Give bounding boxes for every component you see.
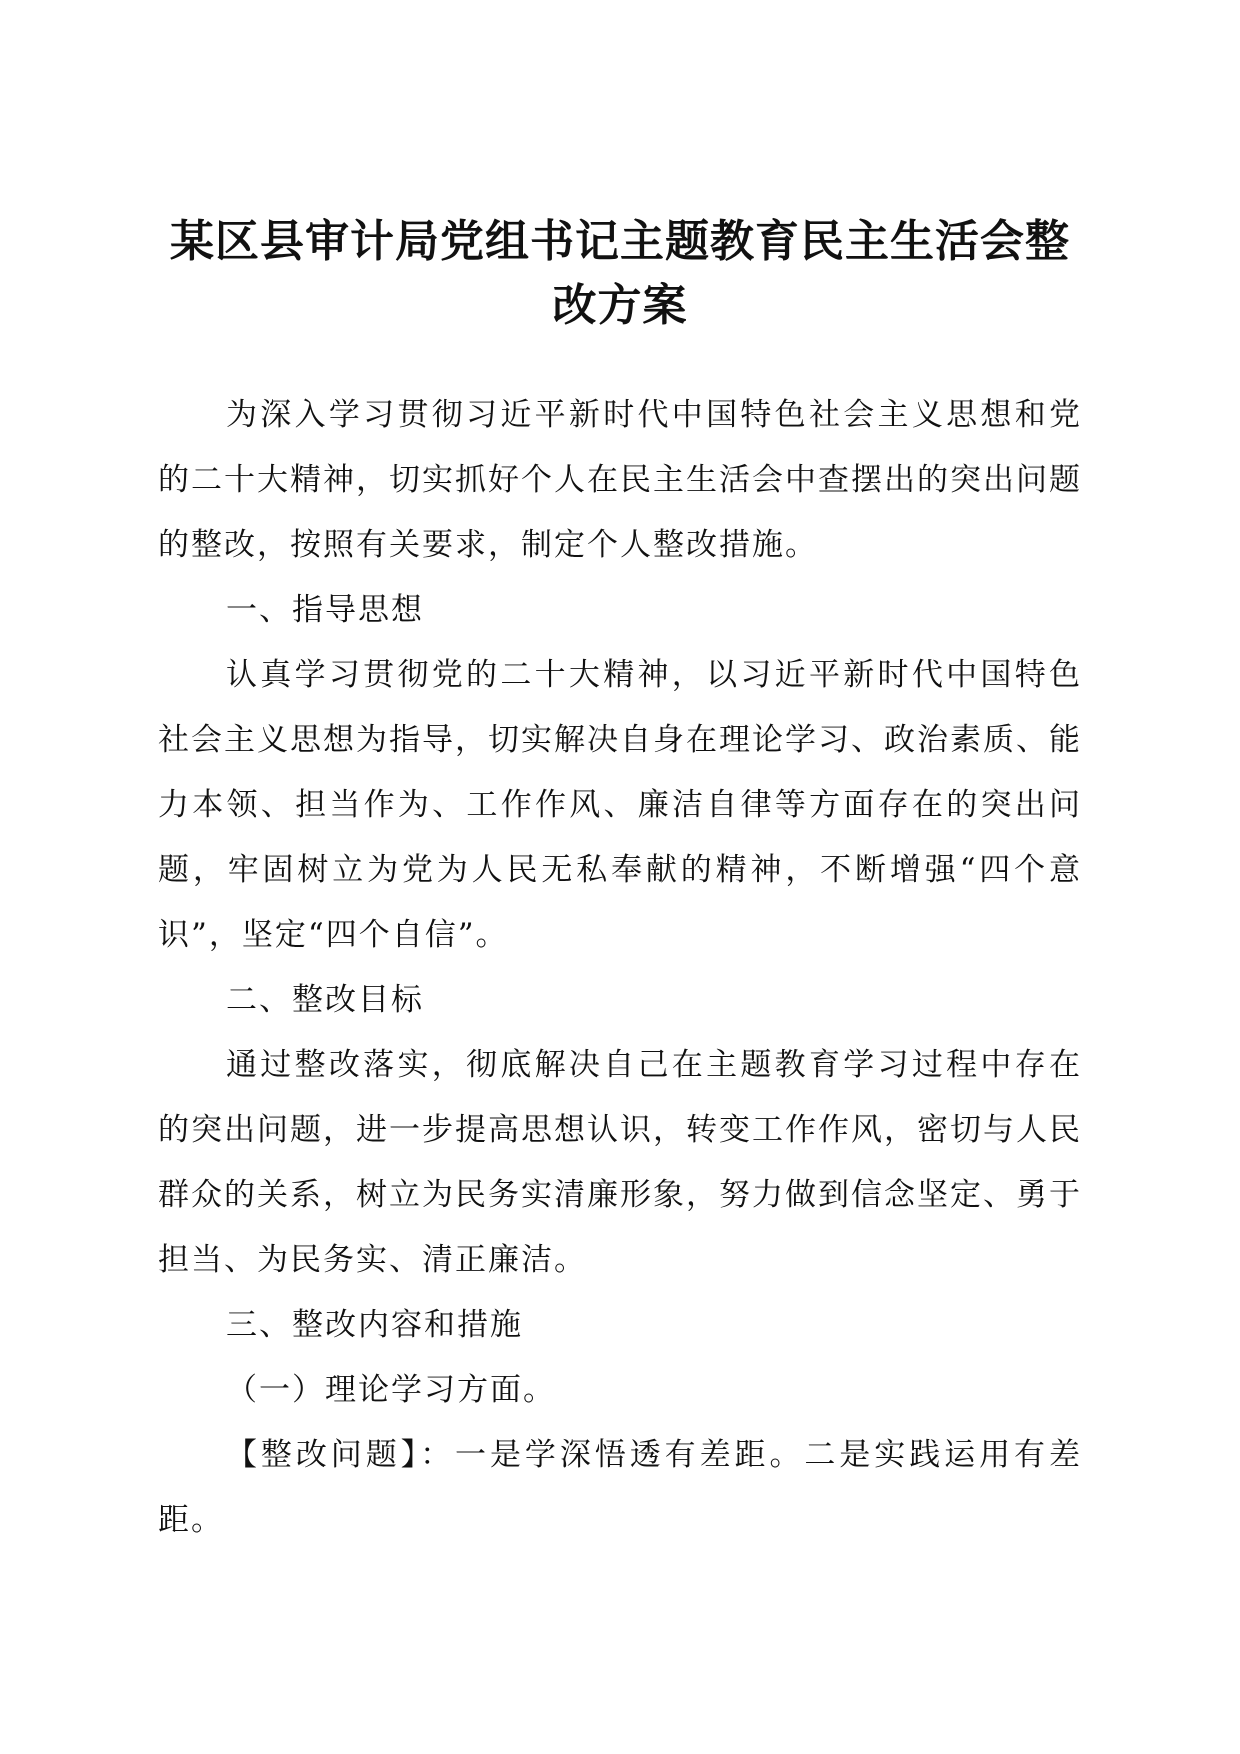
intro-paragraph: 为深入学习贯彻习近平新时代中国特色社会主义思想和党的二十大精神，切实抓好个人在民主生活会中查摆出的突出问题的整改，按照有关要求，制定个人整改措施。 <box>158 397 1082 563</box>
section-text-goals: 通过整改落实，彻底解决自己在主题教育学习过程中存在的突出问题，进一步提高思想认识，转变工作作风，密切与人民群众的关系，树立为民务实清廉形象，努力做到信念坚定、勇于担当、为民务实、清正廉洁。 <box>158 1047 1082 1278</box>
section-heading-content-measures: 三、整改内容和措施 <box>226 1307 523 1343</box>
subsection-heading-theory-study: （一）理论学习方面。 <box>226 1372 556 1408</box>
issue-paragraph: 【整改问题】：一是学深悟透有差距。二是实践运用有差距。 <box>158 1437 1082 1538</box>
section-heading-guiding-ideology: 一、指导思想 <box>226 592 424 628</box>
document-body <box>158 383 1082 1553</box>
document-title: 某区县审计局党组书记主题教育民主生活会整改方案 <box>170 216 1070 331</box>
section-heading-goals: 二、整改目标 <box>226 982 424 1018</box>
section-text-guiding-ideology: 认真学习贯彻党的二十大精神，以习近平新时代中国特色社会主义思想为指导，切实解决自身在理论学习、政治素质、能力本领、担当作为、工作作风、廉洁自律等方面存在的突出问题，牢固树立为党为人民无私奉献的精神，不断增强“四个意识”，坚定“四个自信”。 <box>158 657 1082 953</box>
